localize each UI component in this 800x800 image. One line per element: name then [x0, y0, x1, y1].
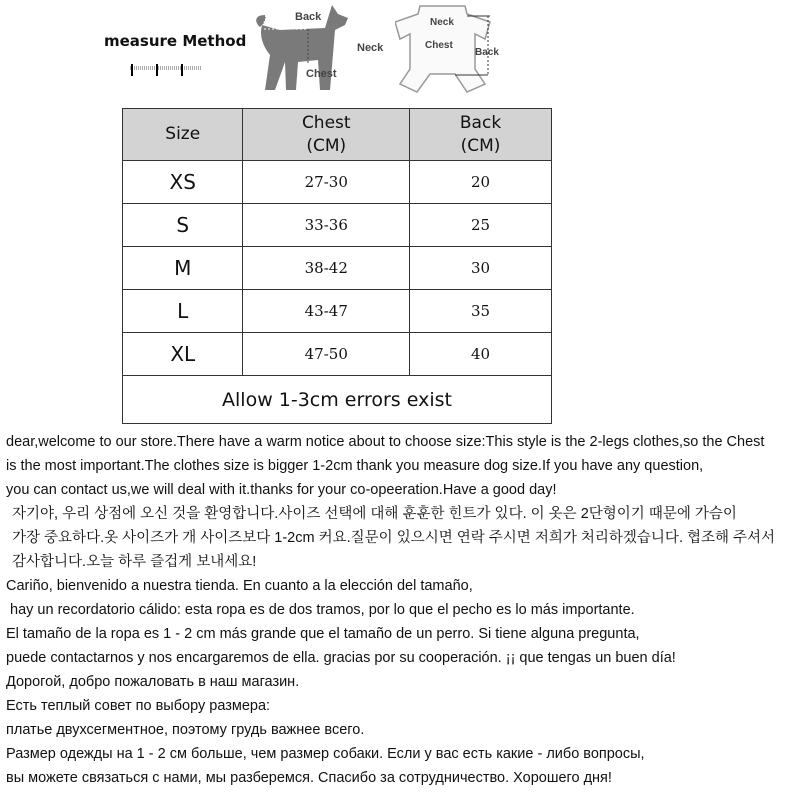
shirt-back-label: Back [475, 47, 499, 58]
text-line: платье двухсегментное, поэтому грудь важнее всего. [6, 722, 365, 738]
table-header-row [123, 109, 552, 161]
text-line: 자기야, 우리 상점에 오신 것을 환영합니다.사이즈 선택에 대해 훈훈한 힌트가 있다. 이 옷은 2단형이기 때문에 가슴이 [12, 506, 737, 522]
back-cell: 40 [410, 333, 552, 376]
dog-measure-illustration [250, 0, 390, 95]
text-line: is the most important.The clothes size is bigger 1-2cm thank you measure dog size.If you have any question, [6, 458, 704, 474]
ruler-icon [130, 62, 202, 76]
text-line: El tamaño de la ropa es 1 - 2 cm más grande que el tamaño de un perro. Si tiene alguna pregunta, [6, 626, 640, 642]
header-chest: Chest (CM) [243, 109, 410, 161]
text-line: вы можете связаться с нами, мы разберемся. Спасибо за сотрудничество. Хорошего дня! [6, 770, 612, 786]
back-cell: 30 [410, 247, 552, 290]
text-line: 감사합니다.오늘 하루 즐겁게 보내세요! [12, 554, 257, 570]
chest-cell: 27-30 [243, 161, 410, 204]
shirt-chest-label: Chest [425, 40, 453, 51]
table-note-row [123, 376, 552, 424]
size-cell: XS [123, 161, 243, 204]
size-chart-table [122, 108, 552, 424]
text-line: you can contact us,we will deal with it.thanks for your co-opeeration.Have a good day! [6, 482, 557, 498]
back-cell: 20 [410, 161, 552, 204]
dog-neck-label: Neck [357, 42, 384, 54]
shirt-measure-illustration [395, 4, 545, 94]
table-row [123, 290, 552, 333]
table-row [123, 204, 552, 247]
text-line: Размер одежды на 1 - 2 см больше, чем размер собаки. Если у вас есть какие - либо вопросы, [6, 746, 645, 762]
chest-cell: 47-50 [243, 333, 410, 376]
dog-back-label: Back [295, 11, 322, 23]
measure-method-title: measure Method [104, 32, 247, 50]
header-size: Size [123, 109, 243, 161]
text-line: Дорогой, добро пожаловать в наш магазин. [6, 674, 300, 690]
size-cell: XL [123, 333, 243, 376]
size-cell: L [123, 290, 243, 333]
header-back: Back (CM) [410, 109, 552, 161]
back-cell: 25 [410, 204, 552, 247]
text-line: dear,welcome to our store.There have a warm notice about to choose size:This style is the 2-legs clothes,so the Chest [6, 434, 765, 450]
notice-text [6, 430, 800, 790]
error-note: Allow 1-3cm errors exist [123, 376, 552, 424]
chest-cell: 43-47 [243, 290, 410, 333]
table-row [123, 247, 552, 290]
table-row [123, 333, 552, 376]
chest-cell: 33-36 [243, 204, 410, 247]
dog-chest-label: Chest [306, 68, 337, 80]
text-line: Есть теплый совет по выбору размера: [6, 698, 271, 714]
text-line: Cariño, bienvenido a nuestra tienda. En cuanto a la elección del tamaño, [6, 578, 473, 594]
size-cell: S [123, 204, 243, 247]
shirt-neck-label: Neck [430, 17, 454, 28]
chest-cell: 38-42 [243, 247, 410, 290]
size-cell: M [123, 247, 243, 290]
text-line: puede contactarnos y nos encargaremos de ella. gracias por su cooperación. ¡¡ que tengas un buen día! [6, 650, 676, 666]
text-line: 가장 중요하다.옷 사이즈가 개 사이즈보다 1-2cm 커요.질문이 있으시면 연락 주시면 저희가 처리하겠습니다. 협조해 주셔서 [12, 530, 776, 546]
back-cell: 35 [410, 290, 552, 333]
text-line: hay un recordatorio cálido: esta ropa es de dos tramos, por lo que el pecho es lo más importante. [6, 602, 635, 618]
table-row [123, 161, 552, 204]
